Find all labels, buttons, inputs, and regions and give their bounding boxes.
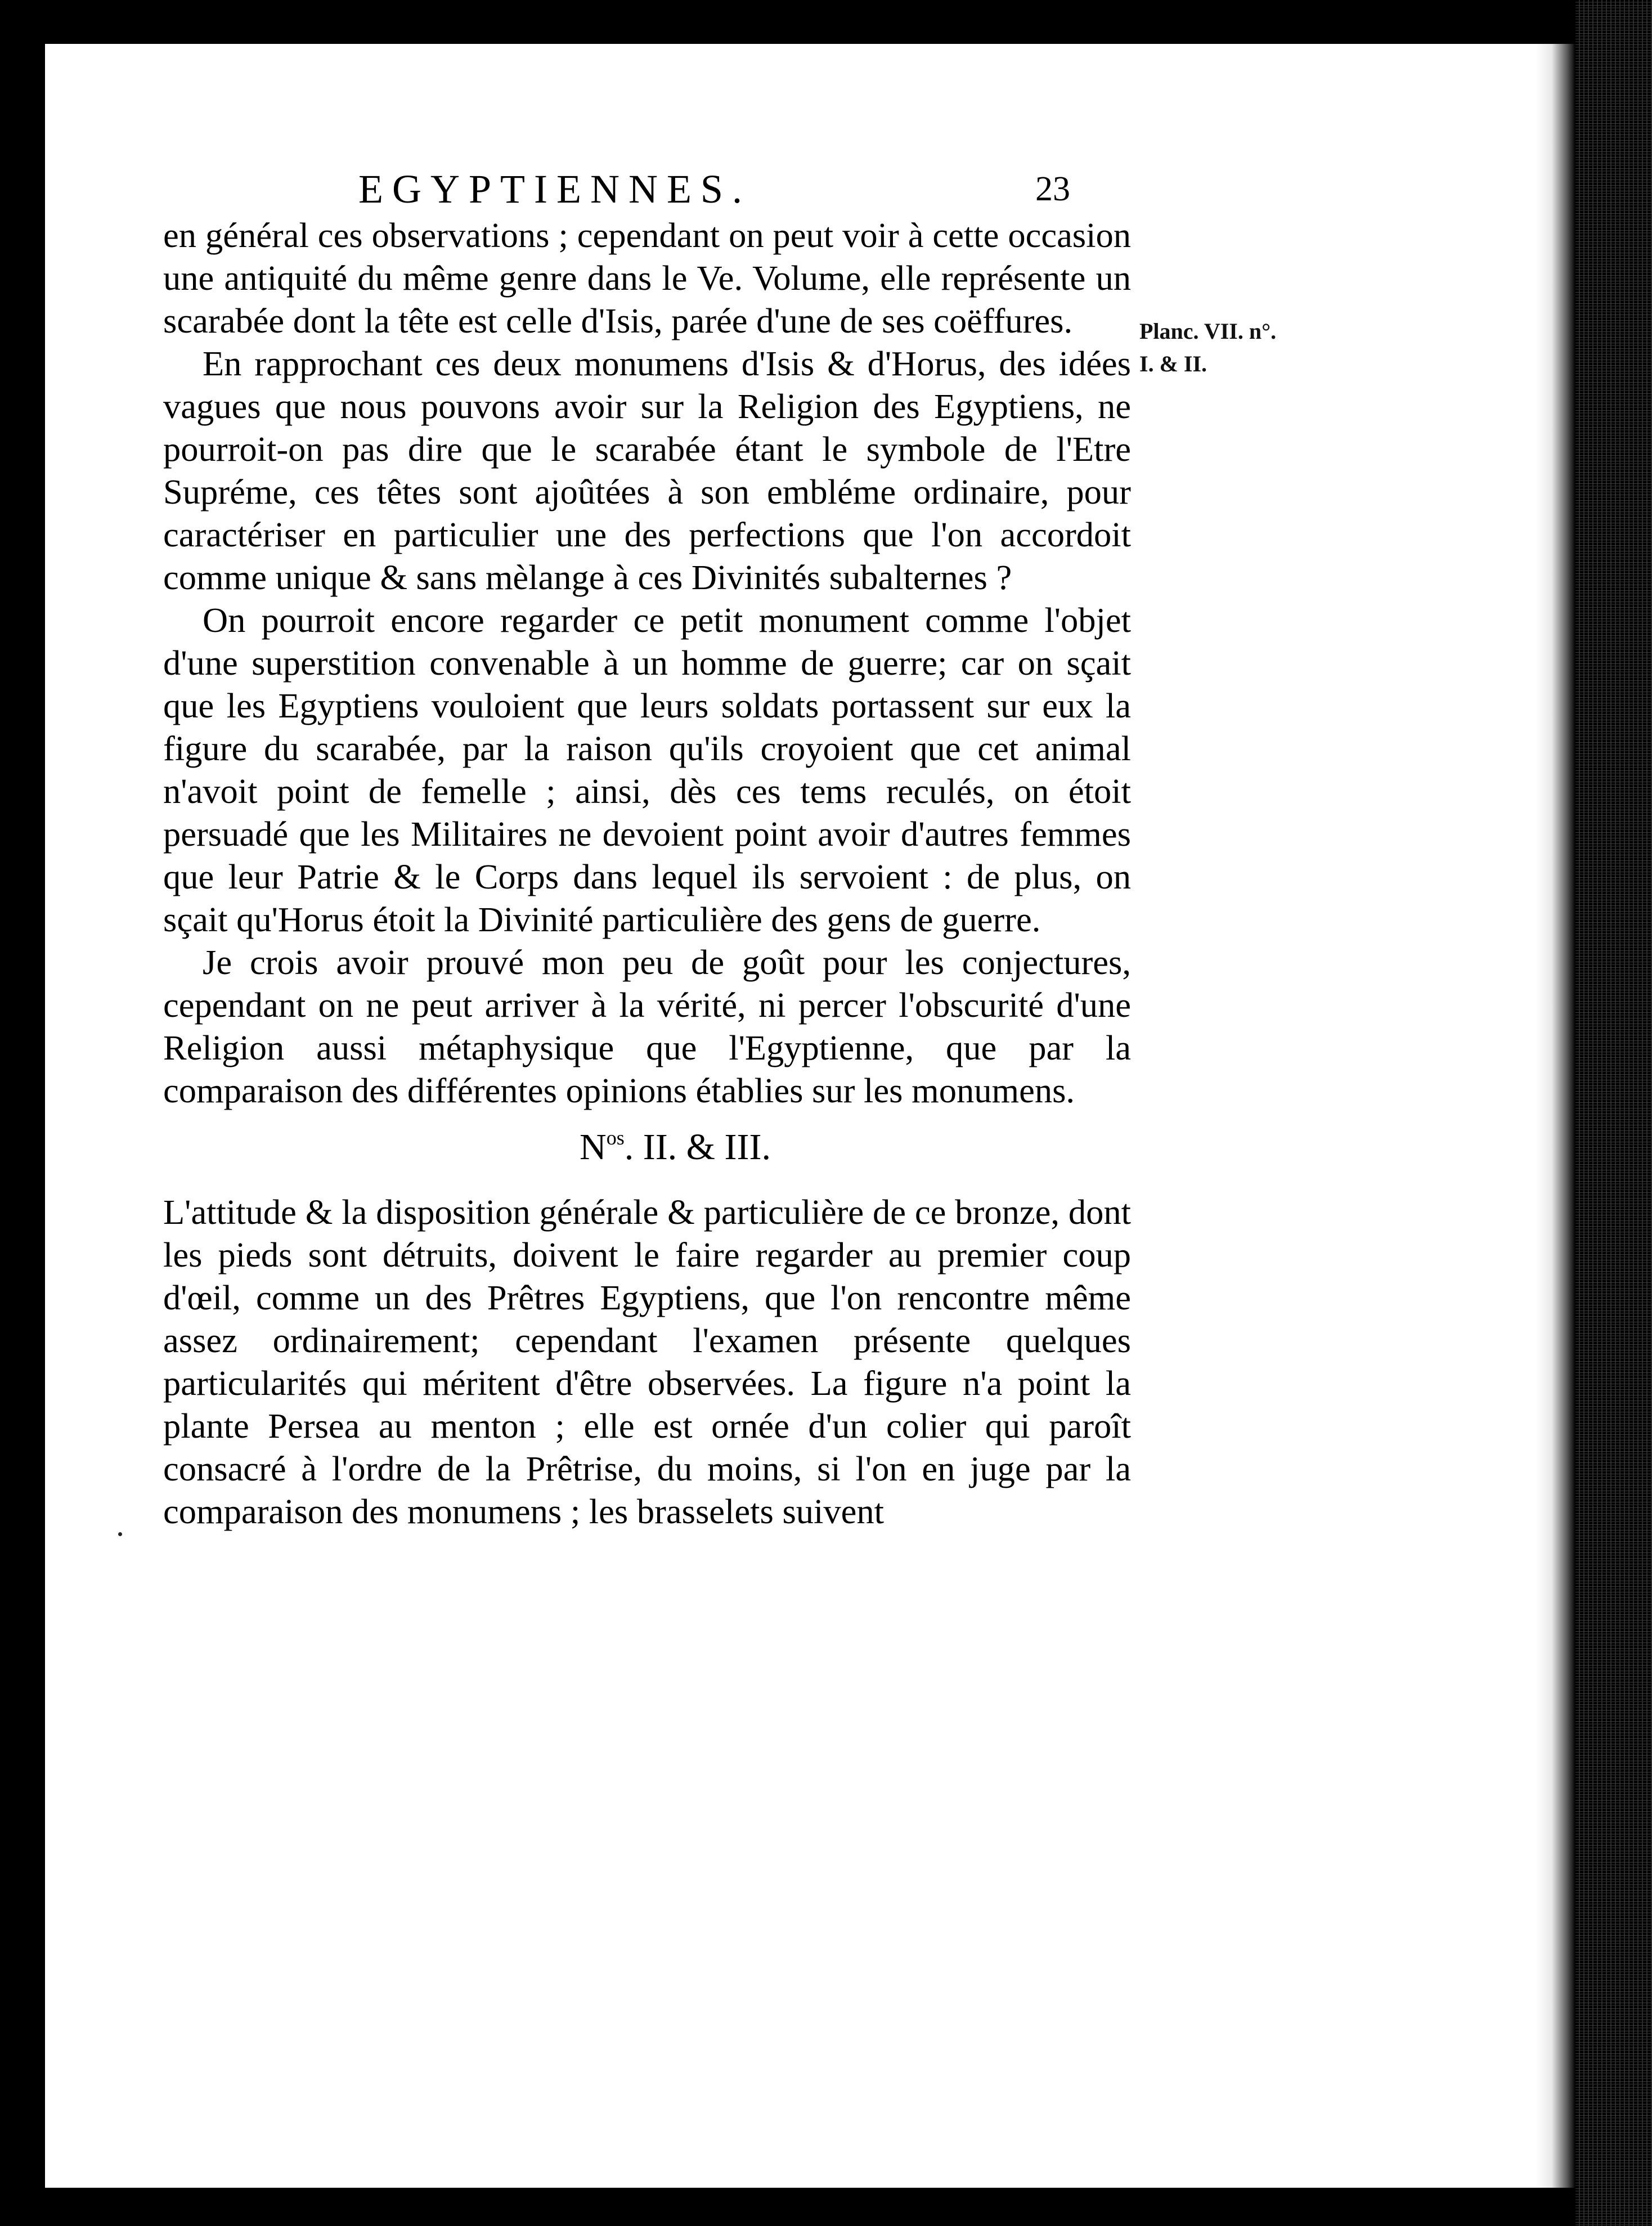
body-text [163,214,1131,1533]
section-heading-superscript: os [606,1127,625,1149]
paragraph-3: On pourroit encore regarder ce petit monument comme l'objet d'une superstition convenable à un homme de guerre; car on sçait que les Egyptiens vouloient que leurs soldats portassent sur eux la figure du scarabée, par la raison qu'ils croyoient que cet animal n'avoit point de femelle ; ainsi, dès ces tems reculés, on étoit persuadé que les Militaires ne devoient point avoir d'autres femmes que leur Patrie & le Corps dans lequel ils servoient : de plus, on sçait qu'Horus étoit la Divinité particulière des gens de guerre. [163,600,1131,939]
margin-note-line: I. & II. [1139,351,1207,376]
paragraph-1: en général ces observations ; cependant on peut voir à cette occasion une antiquité du même genre dans le Ve. Volume, elle représente un scarabée dont la tête est celle d'Isis, parée d'une de ses coëffures. [163,216,1131,340]
section-heading-numbers: . II. & III. [624,1127,771,1168]
section-heading-prefix: N [580,1127,607,1168]
margin-note [1139,315,1353,380]
paragraph-2: En rapprochant ces deux monumens d'Isis & d'Horus, des idées vagues que nous pouvons avoir sur la Religion des Egyptiens, ne pourroit-on pas dire que le scarabée étant le symbole de l'Etre Supréme, ces têtes sont ajoûtées à son embléme ordinaire, pour caractériser en particulier une des perfections que l'on accordoit comme unique & sans mèlange à ces Divinités subalternes ? [163,344,1131,597]
section-paragraph: L'attitude & la disposition générale & particulière de ce bronze, dont les pieds sont détruits, doivent le faire regarder au premier coup d'œil, comme un des Prêtres Egyptiens, que l'on rencontre même assez ordinairement; cependant l'examen présente quelques particularités qui méritent d'être observées. La figure n'a point la plante Persea au menton ; elle est ornée d'un colier qui paroît consacré à l'ordre de la Prêtrise, du moins, si l'on en juge par la comparaison des monumens ; les brasselets suivent [163,1192,1131,1531]
running-head-title: EGYPTIENNES. [358,167,751,212]
page-right-edge-shadow [1536,44,1575,2188]
page-number: 23 [1035,170,1070,208]
margin-note-line: Planc. VII. n°. [1139,318,1277,344]
ink-speck [118,1532,122,1536]
paragraph-4: Je crois avoir prouvé mon peu de goût pour les conjectures, cependant on ne peut arriver à la vérité, ni percer l'obscurité d'une Religion aussi métaphysique que l'Egyptienne, que par la comparaison des différentes opinions établies sur les monumens. [163,943,1131,1110]
left-scan-margin [0,0,45,2226]
right-scan-edge-noise [1575,0,1652,2226]
section-heading [163,1128,1131,1166]
